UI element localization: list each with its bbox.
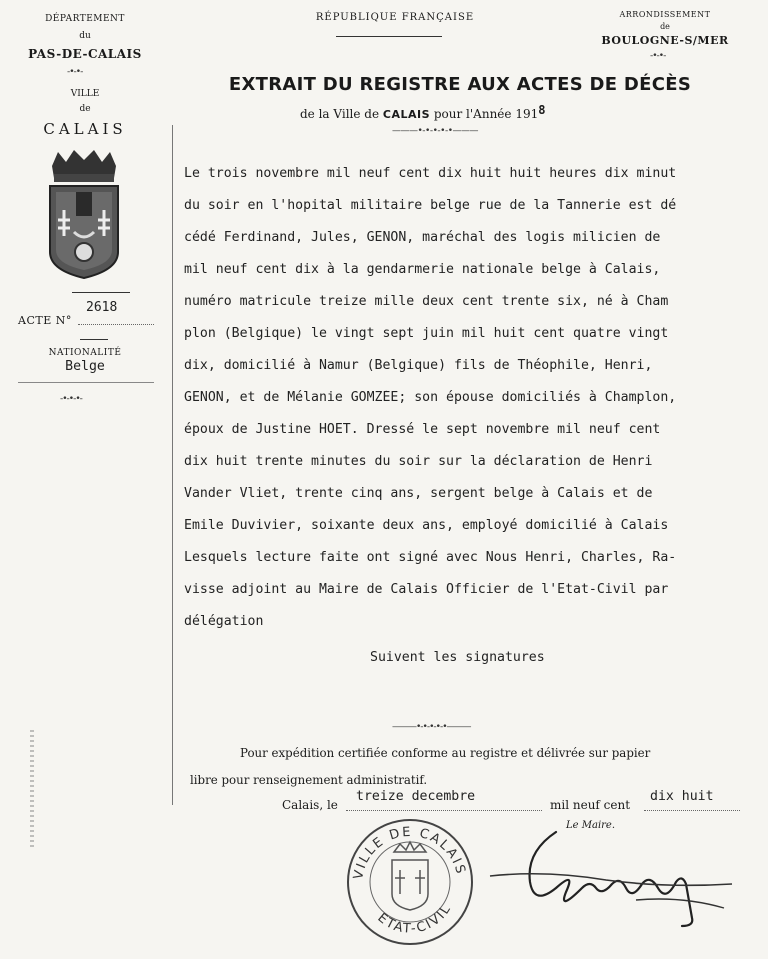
date-handwritten: treize decembre [356, 789, 476, 804]
arrondissement-de: de [660, 22, 670, 31]
date-line [346, 810, 542, 811]
act-body-line: numéro matricule treize mille deux cent trente six, né à Cham [184, 294, 669, 309]
document-title: EXTRAIT DU REGISTRE AUX ACTES DE DÉCÈS [228, 74, 692, 95]
year-prefix: mil neuf cent [550, 798, 631, 812]
departement-du: du [79, 31, 91, 41]
ville-de: de [79, 104, 91, 114]
act-body-line: époux de Justine HOET. Dressé le sept novembre mil neuf cent [184, 422, 661, 437]
subtitle-city: CALAIS [382, 108, 431, 121]
coat-of-arms-icon [44, 148, 124, 282]
ornament-title: ———•-•-•-•-•——— [392, 126, 479, 136]
printer-mark [30, 730, 34, 850]
subtitle-middle: pour l'Année 191 [433, 107, 539, 121]
signatures-line: Suivent les signatures [370, 650, 545, 665]
stamp-top-text: VILLE DE CALAIS [351, 824, 469, 881]
departement-name: PAS-DE-CALAIS [28, 47, 142, 61]
act-body-line: dix huit trente minutes du soir sur la déclaration de Henri [184, 454, 653, 469]
margin-rule [172, 125, 173, 805]
ville-name: CALAIS [43, 120, 127, 138]
act-body-line: Lesquels lecture faite ont signé avec Nous Henri, Charles, Ra- [184, 550, 677, 565]
act-body-line: délégation [184, 614, 264, 629]
act-body-line: mil neuf cent dix à la gendarmerie nationale belge à Calais, [184, 262, 661, 277]
act-body-line: visse adjoint au Maire de Calais Officier de l'Etat-Civil par [184, 582, 669, 597]
act-body-line: dix, domicilié à Namur (Belgique) fils de Théophile, Henri, [184, 358, 653, 373]
arrondissement-label: ARRONDISSEMENT [619, 10, 711, 19]
republique-francaise: RÉPUBLIQUE FRANÇAISE [315, 12, 475, 23]
rule-left-1 [72, 292, 130, 293]
etat-civil-stamp [342, 812, 478, 948]
ville-label: VILLE [70, 89, 100, 99]
year-line [644, 810, 740, 811]
arrondissement-name: BOULOGNE-S/MER [601, 34, 729, 47]
act-body-line: Vander Vliet, trente cinq ans, sergent belge à Calais et de [184, 486, 653, 501]
rule-left-2 [80, 339, 108, 340]
subtitle-prefix: de la Ville de [300, 107, 380, 121]
certification-line-2: libre pour renseignement administratif. [190, 773, 428, 787]
act-body-line: du soir en l'hopital militaire belge rue de la Tannerie est dé [184, 198, 677, 213]
document-subtitle [300, 103, 546, 121]
certification-line-1: Pour expédition certifiée conforme au registre et délivrée sur papier [240, 746, 651, 760]
act-body-line: plon (Belgique) le vingt sept juin mil huit cent quatre vingt [184, 326, 669, 341]
stamp-bottom-text: ETAT-CIVIL [374, 901, 455, 937]
acte-number-line [78, 324, 154, 325]
ornament-footer: ———•-•-•-•-•——— [392, 722, 471, 732]
rule-center-1 [336, 36, 442, 37]
place-label: Calais, le [282, 798, 338, 812]
ornament-right: -•-•- [650, 51, 666, 61]
ornament-left-1: -•-•- [67, 67, 83, 77]
act-body-line: Le trois novembre mil neuf cent dix huit huit heures dix minut [184, 166, 677, 181]
nationalite-value: Belge [65, 359, 105, 374]
act-body-line: GENON, et de Mélanie GOMZÉE; son épouse domiciliés à Champlon, [184, 390, 677, 405]
maire-label: Le Maire. [566, 820, 616, 831]
nationalite-label: NATIONALITÉ [48, 348, 122, 358]
acte-number: 2618 [86, 300, 118, 315]
year-handwritten: dix huit [650, 789, 714, 804]
act-body-line: cédé Ferdinand, Jules, GENON, maréchal des logis milicien de [184, 230, 661, 245]
year-digit: 8 [538, 103, 546, 117]
act-body-line: Emile Duvivier, soixante deux ans, employé domicilié à Calais [184, 518, 669, 533]
departement-label: DÉPARTEMENT [45, 14, 125, 24]
acte-label: ACTE N° [18, 314, 72, 327]
ornament-left-2: -•-•-•- [60, 394, 82, 404]
rule-left-3 [18, 382, 154, 383]
mayor-signature [486, 822, 736, 932]
